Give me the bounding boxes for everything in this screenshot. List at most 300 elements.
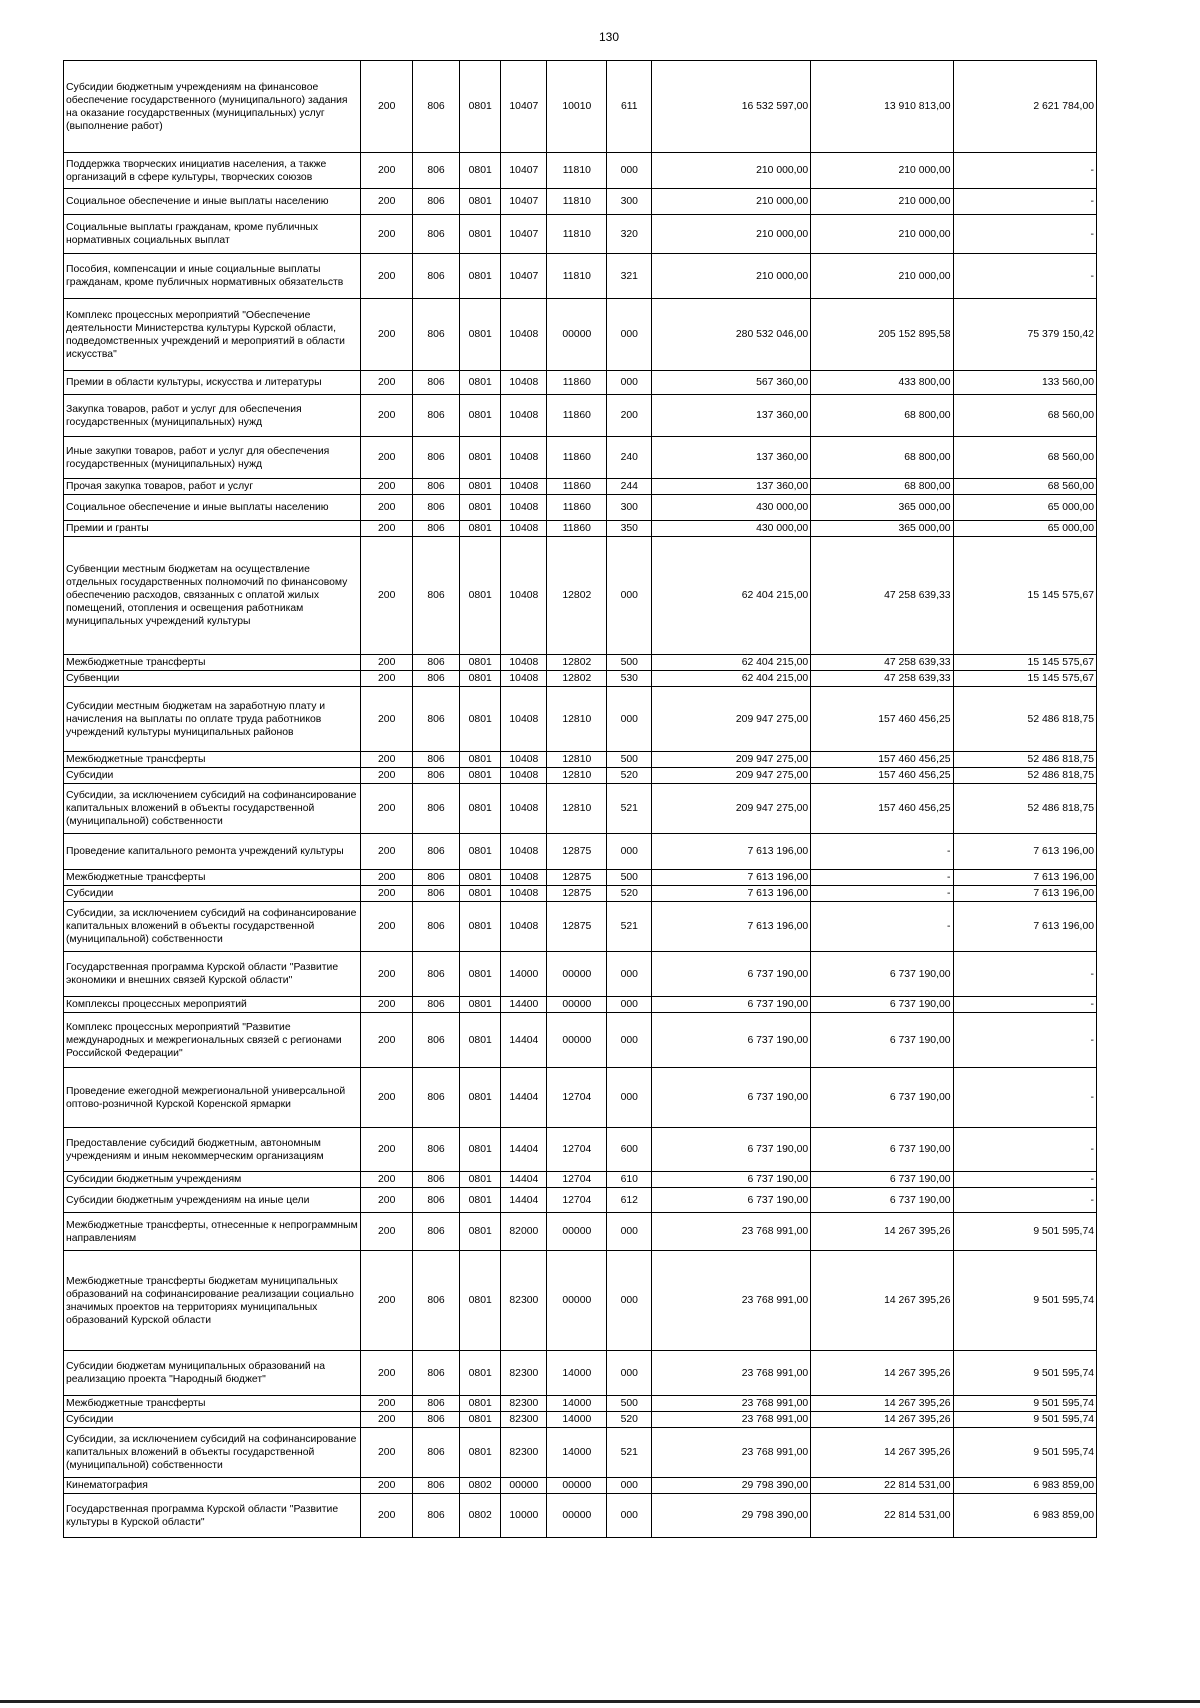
code-ministry: 806 — [413, 215, 460, 254]
code-glava: 200 — [361, 521, 413, 537]
row-name: Предоставление субсидий бюджетным, автономным учреждениям и иным некоммерческим организациям — [64, 1128, 361, 1172]
amount-remaining: 9 501 595,74 — [953, 1396, 1096, 1412]
code-ministry: 806 — [413, 784, 460, 834]
code-section: 0801 — [459, 752, 501, 768]
amount-executed: 6 737 190,00 — [811, 1068, 953, 1128]
amount-plan: 137 360,00 — [652, 395, 811, 437]
table-row — [64, 299, 1097, 371]
table-row — [64, 153, 1097, 189]
code-glava: 200 — [361, 215, 413, 254]
row-name: Поддержка творческих инициатив населения, а также организаций в сфере культуры, творческих союзов — [64, 153, 361, 189]
code-direction: 14000 — [547, 1351, 607, 1396]
amount-executed: 157 460 456,25 — [811, 784, 953, 834]
table-row — [64, 189, 1097, 215]
code-ministry: 806 — [413, 870, 460, 886]
code-section: 0801 — [459, 902, 501, 952]
amount-executed: 14 267 395,26 — [811, 1351, 953, 1396]
code-expense-type: 500 — [607, 870, 652, 886]
row-name: Субсидии — [64, 1412, 361, 1428]
code-ministry: 806 — [413, 1428, 460, 1478]
code-ministry: 806 — [413, 495, 460, 521]
amount-remaining: 9 501 595,74 — [953, 1428, 1096, 1478]
row-name: Закупка товаров, работ и услуг для обеспечения государственных (муниципальных) нужд — [64, 395, 361, 437]
row-name: Комплексы процессных мероприятий — [64, 997, 361, 1013]
table-row — [64, 521, 1097, 537]
amount-executed: 6 737 190,00 — [811, 997, 953, 1013]
code-expense-type: 521 — [607, 902, 652, 952]
code-ministry: 806 — [413, 479, 460, 495]
code-expense-type: 500 — [607, 655, 652, 671]
code-section: 0801 — [459, 1412, 501, 1428]
code-expense-type: 321 — [607, 254, 652, 299]
table-row — [64, 1213, 1097, 1251]
amount-remaining: 68 560,00 — [953, 479, 1096, 495]
table-row — [64, 61, 1097, 153]
amount-remaining: - — [953, 1128, 1096, 1172]
code-program: 10408 — [501, 299, 547, 371]
code-glava: 200 — [361, 752, 413, 768]
amount-plan: 209 947 275,00 — [652, 768, 811, 784]
amount-executed: 6 737 190,00 — [811, 1013, 953, 1068]
amount-executed: 6 737 190,00 — [811, 1188, 953, 1213]
amount-executed: 365 000,00 — [811, 521, 953, 537]
code-glava: 200 — [361, 886, 413, 902]
code-expense-type: 600 — [607, 1128, 652, 1172]
code-expense-type: 530 — [607, 671, 652, 687]
code-program: 10408 — [501, 886, 547, 902]
code-program: 10408 — [501, 834, 547, 870]
code-expense-type: 000 — [607, 1068, 652, 1128]
amount-remaining: - — [953, 254, 1096, 299]
amount-executed: - — [811, 834, 953, 870]
scan-bottom-edge — [0, 1700, 1200, 1703]
code-expense-type: 000 — [607, 997, 652, 1013]
amount-executed: 6 737 190,00 — [811, 1128, 953, 1172]
amount-remaining: 15 145 575,67 — [953, 537, 1096, 655]
code-glava: 200 — [361, 1396, 413, 1412]
amount-plan: 6 737 190,00 — [652, 952, 811, 997]
code-program: 00000 — [501, 1478, 547, 1494]
code-ministry: 806 — [413, 687, 460, 752]
code-expense-type: 350 — [607, 521, 652, 537]
code-program: 14000 — [501, 952, 547, 997]
code-glava: 200 — [361, 495, 413, 521]
amount-remaining: 6 983 859,00 — [953, 1478, 1096, 1494]
code-direction: 11810 — [547, 215, 607, 254]
code-expense-type: 000 — [607, 687, 652, 752]
code-glava: 200 — [361, 997, 413, 1013]
code-ministry: 806 — [413, 537, 460, 655]
code-section: 0801 — [459, 952, 501, 997]
code-expense-type: 300 — [607, 189, 652, 215]
amount-plan: 29 798 390,00 — [652, 1478, 811, 1494]
code-direction: 12704 — [547, 1172, 607, 1188]
code-expense-type: 000 — [607, 1213, 652, 1251]
code-program: 10407 — [501, 189, 547, 215]
amount-plan: 6 737 190,00 — [652, 1013, 811, 1068]
code-section: 0801 — [459, 671, 501, 687]
code-expense-type: 521 — [607, 1428, 652, 1478]
amount-remaining: 75 379 150,42 — [953, 299, 1096, 371]
code-program: 82300 — [501, 1412, 547, 1428]
amount-remaining: 52 486 818,75 — [953, 752, 1096, 768]
code-ministry: 806 — [413, 1188, 460, 1213]
code-program: 10408 — [501, 395, 547, 437]
code-section: 0801 — [459, 395, 501, 437]
code-expense-type: 000 — [607, 1251, 652, 1351]
code-program: 10408 — [501, 655, 547, 671]
amount-plan: 210 000,00 — [652, 153, 811, 189]
code-section: 0801 — [459, 479, 501, 495]
code-program: 10408 — [501, 371, 547, 395]
code-section: 0801 — [459, 784, 501, 834]
code-section: 0801 — [459, 1128, 501, 1172]
row-name: Субвенции — [64, 671, 361, 687]
amount-plan: 137 360,00 — [652, 437, 811, 479]
code-direction: 12810 — [547, 687, 607, 752]
amount-remaining: - — [953, 1013, 1096, 1068]
amount-executed: 22 814 531,00 — [811, 1478, 953, 1494]
code-section: 0801 — [459, 495, 501, 521]
amount-executed: 14 267 395,26 — [811, 1428, 953, 1478]
amount-plan: 62 404 215,00 — [652, 655, 811, 671]
code-glava: 200 — [361, 1128, 413, 1172]
amount-plan: 29 798 390,00 — [652, 1494, 811, 1538]
code-ministry: 806 — [413, 371, 460, 395]
code-expense-type: 611 — [607, 61, 652, 153]
amount-executed: 210 000,00 — [811, 215, 953, 254]
code-section: 0801 — [459, 1213, 501, 1251]
code-glava: 200 — [361, 299, 413, 371]
row-name: Межбюджетные трансферты — [64, 870, 361, 886]
code-glava: 200 — [361, 834, 413, 870]
amount-executed: 68 800,00 — [811, 479, 953, 495]
code-ministry: 806 — [413, 834, 460, 870]
amount-plan: 210 000,00 — [652, 254, 811, 299]
row-name: Межбюджетные трансферты — [64, 752, 361, 768]
amount-remaining: 52 486 818,75 — [953, 768, 1096, 784]
code-program: 14404 — [501, 1068, 547, 1128]
code-section: 0801 — [459, 254, 501, 299]
amount-plan: 209 947 275,00 — [652, 687, 811, 752]
amount-remaining: - — [953, 997, 1096, 1013]
table-row — [64, 537, 1097, 655]
row-name: Субсидии местным бюджетам на заработную плату и начисления на выплаты по оплате труда работников учреждений культуры муниципальных районов — [64, 687, 361, 752]
amount-plan: 6 737 190,00 — [652, 997, 811, 1013]
code-ministry: 806 — [413, 1128, 460, 1172]
code-direction: 11860 — [547, 437, 607, 479]
code-program: 10407 — [501, 61, 547, 153]
code-section: 0801 — [459, 61, 501, 153]
amount-plan: 209 947 275,00 — [652, 752, 811, 768]
amount-executed: 22 814 531,00 — [811, 1494, 953, 1538]
row-name: Государственная программа Курской области "Развитие культуры в Курской области" — [64, 1494, 361, 1538]
row-name: Премии в области культуры, искусства и литературы — [64, 371, 361, 395]
code-glava: 200 — [361, 153, 413, 189]
code-program: 82300 — [501, 1251, 547, 1351]
amount-executed: 205 152 895,58 — [811, 299, 953, 371]
amount-plan: 280 532 046,00 — [652, 299, 811, 371]
code-ministry: 806 — [413, 1068, 460, 1128]
amount-plan: 23 768 991,00 — [652, 1351, 811, 1396]
table-row — [64, 371, 1097, 395]
code-glava: 200 — [361, 1412, 413, 1428]
row-name: Межбюджетные трансферты, отнесенные к непрограммным направлениям — [64, 1213, 361, 1251]
code-glava: 200 — [361, 437, 413, 479]
amount-executed: 210 000,00 — [811, 254, 953, 299]
amount-plan: 137 360,00 — [652, 479, 811, 495]
code-direction: 11810 — [547, 254, 607, 299]
amount-plan: 567 360,00 — [652, 371, 811, 395]
code-direction: 12810 — [547, 752, 607, 768]
code-ministry: 806 — [413, 1213, 460, 1251]
amount-executed: 210 000,00 — [811, 189, 953, 215]
amount-remaining: - — [953, 189, 1096, 215]
table-row — [64, 1188, 1097, 1213]
code-section: 0801 — [459, 371, 501, 395]
table-row — [64, 1494, 1097, 1538]
code-direction: 00000 — [547, 1013, 607, 1068]
code-direction: 14000 — [547, 1428, 607, 1478]
code-glava: 200 — [361, 1351, 413, 1396]
amount-executed: 14 267 395,26 — [811, 1412, 953, 1428]
code-glava: 200 — [361, 189, 413, 215]
row-name: Субсидии бюджетам муниципальных образований на реализацию проекта "Народный бюджет" — [64, 1351, 361, 1396]
code-program: 10408 — [501, 671, 547, 687]
code-expense-type: 500 — [607, 752, 652, 768]
table-row — [64, 886, 1097, 902]
amount-remaining: - — [953, 1172, 1096, 1188]
table-row — [64, 870, 1097, 886]
code-ministry: 806 — [413, 997, 460, 1013]
amount-plan: 6 737 190,00 — [652, 1128, 811, 1172]
row-name: Комплекс процессных мероприятий "Развитие международных и межрегиональных связей с регионами Российской Федерации" — [64, 1013, 361, 1068]
amount-executed: 47 258 639,33 — [811, 671, 953, 687]
row-name: Социальное обеспечение и иные выплаты населению — [64, 189, 361, 215]
code-section: 0801 — [459, 189, 501, 215]
code-section: 0801 — [459, 1172, 501, 1188]
code-glava: 200 — [361, 1013, 413, 1068]
table-row — [64, 254, 1097, 299]
row-name: Проведение ежегодной межрегиональной универсальной оптово-розничной Курской Коренской ярмарки — [64, 1068, 361, 1128]
code-direction: 12875 — [547, 834, 607, 870]
table-row — [64, 1172, 1097, 1188]
code-program: 10407 — [501, 254, 547, 299]
code-ministry: 806 — [413, 768, 460, 784]
amount-executed: 210 000,00 — [811, 153, 953, 189]
code-ministry: 806 — [413, 886, 460, 902]
table-row — [64, 495, 1097, 521]
code-direction: 14000 — [547, 1412, 607, 1428]
code-glava: 200 — [361, 254, 413, 299]
page-number: 130 — [598, 30, 620, 44]
amount-plan: 23 768 991,00 — [652, 1428, 811, 1478]
row-name: Субсидии — [64, 886, 361, 902]
table-row — [64, 1068, 1097, 1128]
code-section: 0801 — [459, 153, 501, 189]
code-glava: 200 — [361, 1213, 413, 1251]
code-expense-type: 520 — [607, 886, 652, 902]
amount-executed: 47 258 639,33 — [811, 655, 953, 671]
amount-executed: - — [811, 870, 953, 886]
amount-plan: 7 613 196,00 — [652, 834, 811, 870]
code-section: 0801 — [459, 299, 501, 371]
table-row — [64, 671, 1097, 687]
code-direction: 11860 — [547, 371, 607, 395]
code-expense-type: 520 — [607, 1412, 652, 1428]
table-body — [64, 61, 1097, 1538]
code-section: 0801 — [459, 1188, 501, 1213]
code-program: 10407 — [501, 153, 547, 189]
code-expense-type: 000 — [607, 1494, 652, 1538]
code-section: 0801 — [459, 215, 501, 254]
amount-executed: 157 460 456,25 — [811, 687, 953, 752]
amount-executed: 14 267 395,26 — [811, 1396, 953, 1412]
code-program: 82300 — [501, 1428, 547, 1478]
amount-remaining: - — [953, 952, 1096, 997]
table-row — [64, 1412, 1097, 1428]
code-direction: 10010 — [547, 61, 607, 153]
amount-executed: 14 267 395,26 — [811, 1251, 953, 1351]
row-name: Субсидии, за исключением субсидий на софинансирование капитальных вложений в объекты государственной (муниципальной) собственности — [64, 902, 361, 952]
code-direction: 14000 — [547, 1396, 607, 1412]
code-glava: 200 — [361, 1494, 413, 1538]
code-ministry: 806 — [413, 299, 460, 371]
code-direction: 12810 — [547, 768, 607, 784]
amount-remaining: 7 613 196,00 — [953, 834, 1096, 870]
row-name: Комплекс процессных мероприятий "Обеспечение деятельности Министерства культуры Курской области, подведомственных учреждений и мероприятий в области искусства" — [64, 299, 361, 371]
table-row — [64, 215, 1097, 254]
code-ministry: 806 — [413, 189, 460, 215]
code-ministry: 806 — [413, 1478, 460, 1494]
amount-plan: 209 947 275,00 — [652, 784, 811, 834]
code-expense-type: 000 — [607, 834, 652, 870]
code-section: 0801 — [459, 870, 501, 886]
amount-remaining: 9 501 595,74 — [953, 1213, 1096, 1251]
code-program: 82300 — [501, 1351, 547, 1396]
code-section: 0801 — [459, 521, 501, 537]
code-glava: 200 — [361, 1428, 413, 1478]
table-row — [64, 997, 1097, 1013]
amount-executed: 68 800,00 — [811, 395, 953, 437]
code-ministry: 806 — [413, 655, 460, 671]
amount-executed: 157 460 456,25 — [811, 768, 953, 784]
code-ministry: 806 — [413, 1251, 460, 1351]
code-section: 0802 — [459, 1494, 501, 1538]
code-ministry: 806 — [413, 952, 460, 997]
amount-plan: 23 768 991,00 — [652, 1412, 811, 1428]
code-section: 0801 — [459, 687, 501, 752]
code-expense-type: 000 — [607, 537, 652, 655]
amount-remaining: 52 486 818,75 — [953, 784, 1096, 834]
amount-plan: 7 613 196,00 — [652, 870, 811, 886]
code-section: 0801 — [459, 1013, 501, 1068]
row-name: Субсидии, за исключением субсидий на софинансирование капитальных вложений в объекты государственной (муниципальной) собственности — [64, 1428, 361, 1478]
amount-remaining: 68 560,00 — [953, 395, 1096, 437]
code-glava: 200 — [361, 687, 413, 752]
code-expense-type: 000 — [607, 1013, 652, 1068]
row-name: Субсидии, за исключением субсидий на софинансирование капитальных вложений в объекты государственной (муниципальной) собственности — [64, 784, 361, 834]
code-glava: 200 — [361, 537, 413, 655]
table-row — [64, 1013, 1097, 1068]
amount-plan: 7 613 196,00 — [652, 886, 811, 902]
code-section: 0801 — [459, 997, 501, 1013]
row-name: Государственная программа Курской области "Развитие экономики и внешних связей Курской области" — [64, 952, 361, 997]
amount-executed: - — [811, 902, 953, 952]
row-name: Прочая закупка товаров, работ и услуг — [64, 479, 361, 495]
amount-executed: - — [811, 886, 953, 902]
code-ministry: 806 — [413, 1172, 460, 1188]
amount-executed: 433 800,00 — [811, 371, 953, 395]
amount-executed: 68 800,00 — [811, 437, 953, 479]
code-glava: 200 — [361, 1188, 413, 1213]
code-glava: 200 — [361, 671, 413, 687]
amount-executed: 47 258 639,33 — [811, 537, 953, 655]
row-name: Социальные выплаты гражданам, кроме публичных нормативных социальных выплат — [64, 215, 361, 254]
amount-remaining: 65 000,00 — [953, 495, 1096, 521]
code-expense-type: 244 — [607, 479, 652, 495]
table-row — [64, 655, 1097, 671]
amount-plan: 6 737 190,00 — [652, 1172, 811, 1188]
code-direction: 12704 — [547, 1068, 607, 1128]
amount-plan: 62 404 215,00 — [652, 537, 811, 655]
table-row — [64, 768, 1097, 784]
amount-plan: 23 768 991,00 — [652, 1396, 811, 1412]
table-row — [64, 1251, 1097, 1351]
code-glava: 200 — [361, 1172, 413, 1188]
code-section: 0801 — [459, 886, 501, 902]
code-program: 10408 — [501, 752, 547, 768]
code-direction: 11860 — [547, 495, 607, 521]
row-name: Кинематография — [64, 1478, 361, 1494]
amount-plan: 6 737 190,00 — [652, 1068, 811, 1128]
amount-remaining: 15 145 575,67 — [953, 671, 1096, 687]
amount-plan: 430 000,00 — [652, 495, 811, 521]
code-expense-type: 300 — [607, 495, 652, 521]
code-section: 0801 — [459, 437, 501, 479]
table-row — [64, 834, 1097, 870]
code-ministry: 806 — [413, 395, 460, 437]
code-program: 14404 — [501, 1172, 547, 1188]
code-ministry: 806 — [413, 1013, 460, 1068]
code-glava: 200 — [361, 902, 413, 952]
code-expense-type: 520 — [607, 768, 652, 784]
table-row — [64, 902, 1097, 952]
code-glava: 200 — [361, 61, 413, 153]
code-direction: 00000 — [547, 1494, 607, 1538]
amount-plan: 430 000,00 — [652, 521, 811, 537]
table-row — [64, 687, 1097, 752]
table-row — [64, 479, 1097, 495]
code-section: 0801 — [459, 1428, 501, 1478]
code-program: 10408 — [501, 902, 547, 952]
code-ministry: 806 — [413, 1396, 460, 1412]
code-glava: 200 — [361, 870, 413, 886]
code-direction: 12802 — [547, 537, 607, 655]
code-program: 10408 — [501, 784, 547, 834]
row-name: Проведение капитального ремонта учреждений культуры — [64, 834, 361, 870]
code-ministry: 806 — [413, 1412, 460, 1428]
code-direction: 11810 — [547, 153, 607, 189]
row-name: Социальное обеспечение и иные выплаты населению — [64, 495, 361, 521]
amount-remaining: 6 983 859,00 — [953, 1494, 1096, 1538]
code-expense-type: 200 — [607, 395, 652, 437]
code-program: 10408 — [501, 479, 547, 495]
code-program: 10407 — [501, 215, 547, 254]
table-row — [64, 437, 1097, 479]
amount-remaining: 9 501 595,74 — [953, 1412, 1096, 1428]
table-row — [64, 395, 1097, 437]
